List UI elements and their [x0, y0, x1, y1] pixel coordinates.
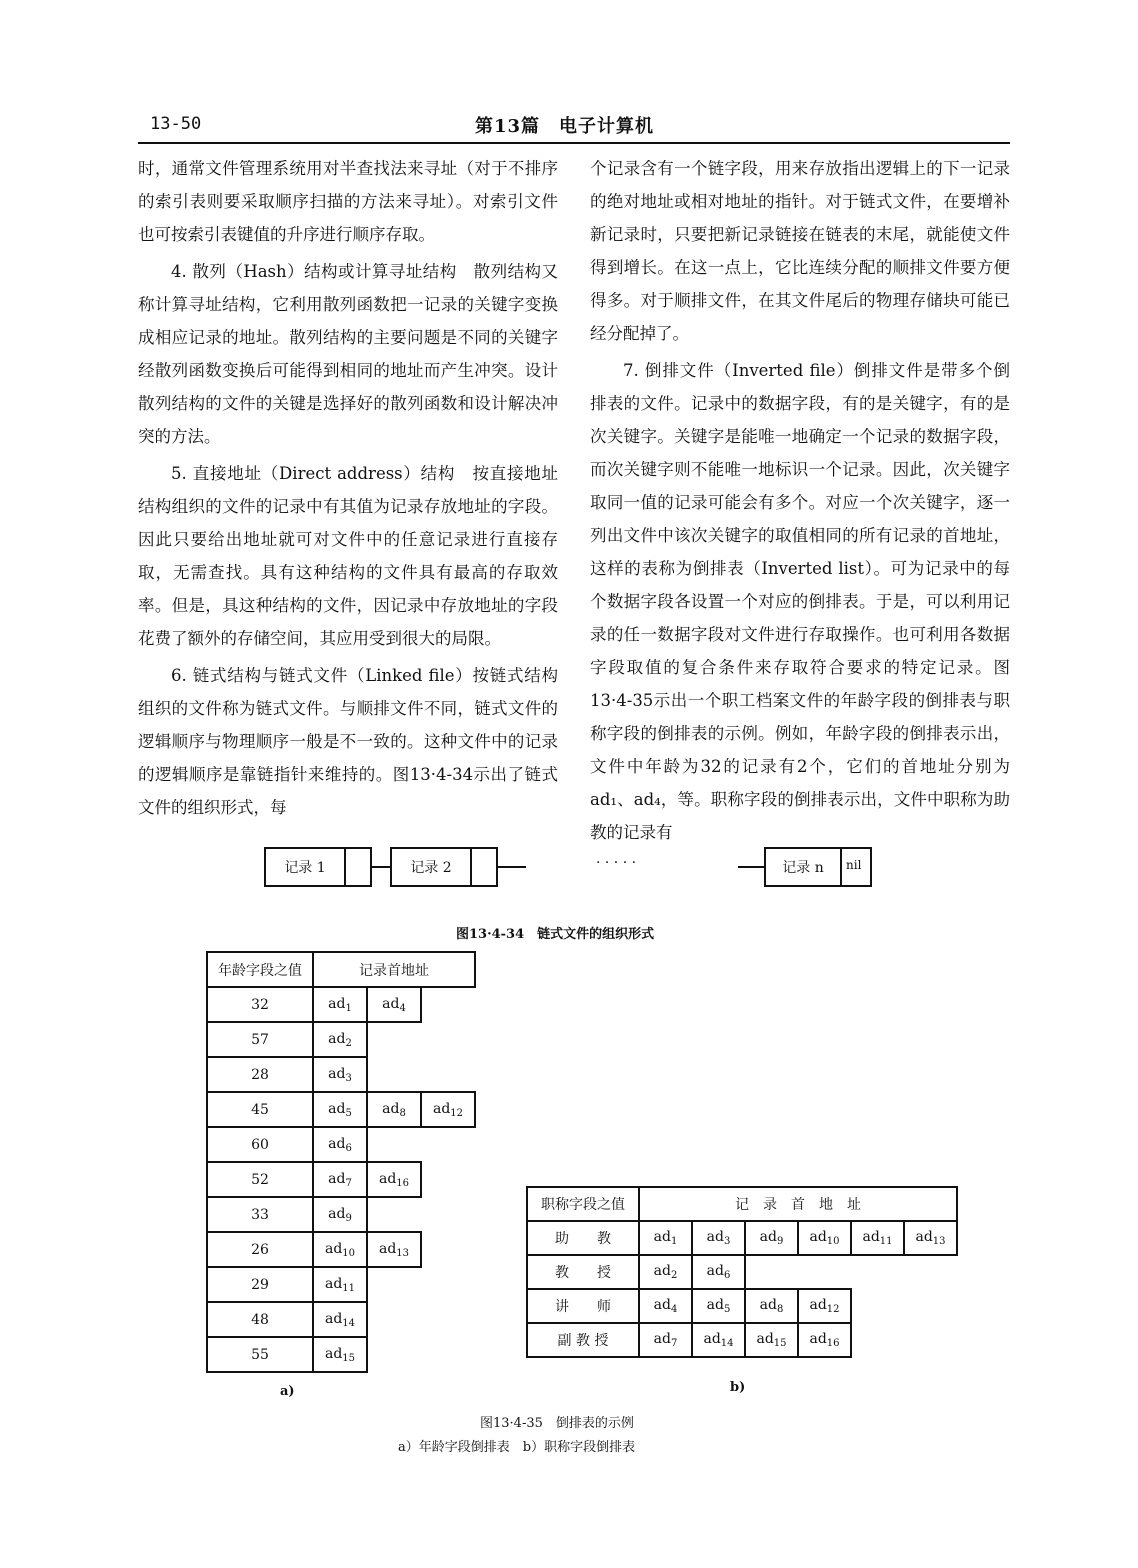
address-subscript: 6 [723, 1270, 731, 1281]
paragraph: 6. 链式结构与链式文件（Linked file）按链式结构组织的文件称为链式文件。与顺排文件不同，链式文件的逻辑顺序与物理顺序一般是不一致的。这种文件中的记录的逻辑顺序是靠链指针来维持的。图13·4-34示出了链式文件的组织形式，每 [138, 666, 558, 817]
key-cell: 52 [207, 1162, 313, 1197]
address-cell: $ad_8$ [745, 1289, 798, 1323]
address-subscript: 11 [879, 1236, 893, 1247]
figure-subcaption: a）年龄字段倒排表 b）职称字段倒排表 [398, 1440, 636, 1455]
address-cell: $ad_7$ [313, 1162, 367, 1197]
table-row [207, 987, 475, 1022]
key-cell: 48 [207, 1302, 313, 1337]
header-rule [138, 142, 1010, 144]
table-row [527, 1255, 957, 1289]
key-cell: 45 [207, 1092, 313, 1127]
empty-cell [367, 1302, 421, 1337]
empty-cell [798, 1255, 851, 1289]
address-subscript: 3 [723, 1236, 731, 1247]
table-row [527, 1221, 957, 1255]
address-subscript: 1 [670, 1236, 678, 1247]
key-cell: 57 [207, 1022, 313, 1057]
table-header-row [527, 1187, 957, 1221]
address-cell: $ad_{12}$ [421, 1092, 475, 1127]
address-subscript: 14 [720, 1338, 734, 1349]
empty-cell [421, 1057, 475, 1092]
address-subscript: 16 [826, 1338, 840, 1349]
address-cell: $ad_9$ [745, 1221, 798, 1255]
chapter-title: 第13篇 电子计算机 [475, 116, 655, 137]
table-row [207, 1302, 475, 1337]
address-subscript: 10 [826, 1236, 840, 1247]
address-subscript: 13 [932, 1236, 946, 1247]
address-cell: $ad_2$ [313, 1022, 367, 1057]
address-cell: $ad_3$ [313, 1057, 367, 1092]
address-subscript: 6 [345, 1142, 352, 1154]
table-row [527, 1289, 957, 1323]
empty-cell [851, 1289, 904, 1323]
empty-cell [421, 1267, 475, 1302]
address-cell: $ad_3$ [692, 1221, 745, 1255]
table-header-row [207, 952, 475, 987]
link-arrow [370, 866, 390, 868]
key-cell: 32 [207, 987, 313, 1022]
table-row [207, 1197, 475, 1232]
empty-cell [421, 1232, 475, 1267]
table-label-a: a) [280, 1384, 295, 1399]
left-column [138, 152, 558, 828]
address-subscript: 5 [723, 1304, 731, 1315]
key-cell: 55 [207, 1337, 313, 1372]
address-cell: $ad_4$ [367, 987, 421, 1022]
address-cell: $ad_{10}$ [313, 1232, 367, 1267]
address-cell: $ad_{14}$ [313, 1302, 367, 1337]
address-cell: $ad_{13}$ [367, 1232, 421, 1267]
empty-cell [367, 1267, 421, 1302]
address-subscript: 2 [345, 1037, 352, 1049]
empty-cell [421, 1197, 475, 1232]
address-subscript: 3 [345, 1072, 352, 1084]
key-cell: 教 授 [527, 1255, 639, 1289]
address-cell: $ad_{10}$ [798, 1221, 851, 1255]
empty-cell [851, 1255, 904, 1289]
address-subscript: 5 [345, 1107, 352, 1119]
empty-cell [421, 1162, 475, 1197]
right-column [590, 152, 1010, 853]
address-subscript: 15 [773, 1338, 787, 1349]
paragraph: 5. 直接地址（Direct address）结构 按直接地址结构组织的文件的记录中有其值为记录存放地址的字段。因此只要给出地址就可对文件中的任意记录进行直接存取，无需查找。具有这种结构的文件具有最高的存取效率。但是，具这种结构的文件，因记录中存放地址的字段花费了额外的存储空间，其应用受到很大的局限。 [138, 464, 558, 648]
address-subscript: 12 [450, 1107, 464, 1119]
record-box [264, 847, 372, 887]
address-subscript: 13 [396, 1247, 410, 1259]
table-label-b: b) [730, 1380, 746, 1395]
table-row [207, 1127, 475, 1162]
address-cell: $ad_1$ [639, 1221, 692, 1255]
address-cell: $ad_5$ [313, 1092, 367, 1127]
header-value-cell: 记录首地址 [313, 952, 475, 987]
paragraph: 4. 散列（Hash）结构或计算寻址结构 散列结构又称计算寻址结构，它利用散列函数把一记录的关键字变换成相应记录的地址。散列结构的主要问题是不同的关键字经散列函数变换后可能得到相同的地址而产生冲突。设计散列结构的文件的关键是选择好的散列函数和设计解决冲突的方法。 [138, 262, 558, 446]
record-label: 记录 2 [410, 860, 452, 876]
figure-caption: 图13·4-34 链式文件的组织形式 [456, 927, 655, 942]
inverted-table-age [206, 951, 476, 1373]
address-subscript: 1 [345, 1002, 352, 1014]
empty-cell [745, 1255, 798, 1289]
table-row [527, 1323, 957, 1357]
address-subscript: 4 [670, 1304, 678, 1315]
inverted-table-title [526, 1186, 958, 1358]
nil-label: nil [846, 858, 862, 872]
key-cell: 29 [207, 1267, 313, 1302]
key-cell: 26 [207, 1232, 313, 1267]
address-subscript: 2 [670, 1270, 678, 1281]
address-cell: $ad_6$ [692, 1255, 745, 1289]
address-cell: $ad_9$ [313, 1197, 367, 1232]
address-subscript: 9 [345, 1212, 352, 1224]
empty-cell [421, 1127, 475, 1162]
address-subscript: 10 [342, 1247, 356, 1259]
address-subscript: 11 [342, 1282, 356, 1294]
pointer-field [470, 849, 472, 885]
record-label: 记录 1 [284, 860, 326, 876]
key-cell: 28 [207, 1057, 313, 1092]
paragraph: 7. 倒排文件（Inverted file）倒排文件是带多个倒排表的文件。记录中的数据字段，有的是关键字，有的是次关键字。关键字是能唯一地确定一个记录的数据字段，而次关键字则不能唯一地标识一个记录。因此，次关键字取同一值的记录可能会有多个。对应一个次关键字，逐一列出文件中该次关键字的取值相同的所有记录的首地址，这样的表称为倒排表（Inverted list）。可为记录中的每个数据字段各设置一个对应的倒排表。于是，可以利用记录的任一数据字段对文件进行存取操作。也可利用各数据字段取值的复合条件来存取符合要求的特定记录。图13·4-35示出一个职工档案文件的年龄字段的倒排表与职称字段的倒排表的示例。例如，年龄字段的倒排表示出，文件中年龄为32的记录有2个，它们的首地址分别为ad₁、ad₄，等。职称字段的倒排表示出，文件中职称为助教的记录有 [590, 361, 1010, 842]
table-row [207, 1162, 475, 1197]
key-cell: 副 教 授 [527, 1323, 639, 1357]
empty-cell [367, 1197, 421, 1232]
empty-cell [904, 1323, 957, 1357]
paragraph: 个记录含有一个链字段，用来存放指出逻辑上的下一记录的绝对地址或相对地址的指针。对于链式文件，在要增补新记录时，只要把新记录链接在链表的末尾，就能使文件得到增长。在这一点上，它比连续分配的顺排文件要方便得多。对于顺排文件，在其文件尾后的物理存储块可能已经分配掉了。 [590, 159, 1010, 343]
address-subscript: 12 [826, 1304, 840, 1315]
key-cell: 助 教 [527, 1221, 639, 1255]
address-cell: $ad_{11}$ [313, 1267, 367, 1302]
address-cell: $ad_2$ [639, 1255, 692, 1289]
empty-cell [904, 1289, 957, 1323]
empty-cell [421, 1022, 475, 1057]
key-cell: 讲 师 [527, 1289, 639, 1323]
address-cell: $ad_{15}$ [745, 1323, 798, 1357]
address-subscript: 15 [342, 1352, 356, 1364]
page-header [150, 112, 1010, 142]
empty-cell [367, 1057, 421, 1092]
header-key-cell: 年龄字段之值 [207, 952, 313, 987]
page-number: 13-50 [150, 114, 202, 134]
header-key-cell: 职称字段之值 [527, 1187, 639, 1221]
address-cell: $ad_{15}$ [313, 1337, 367, 1372]
record-box [764, 847, 872, 887]
address-cell: $ad_6$ [313, 1127, 367, 1162]
address-subscript: 8 [399, 1107, 406, 1119]
table-row [207, 1267, 475, 1302]
address-cell: $ad_4$ [639, 1289, 692, 1323]
empty-cell [367, 1127, 421, 1162]
pointer-field [840, 849, 842, 885]
address-cell: $ad_{13}$ [904, 1221, 957, 1255]
empty-cell [421, 1302, 475, 1337]
empty-cell [367, 1337, 421, 1372]
address-subscript: 4 [399, 1002, 406, 1014]
address-subscript: 14 [342, 1317, 356, 1329]
table-row [207, 1232, 475, 1267]
key-cell: 60 [207, 1127, 313, 1162]
empty-cell [367, 1022, 421, 1057]
table-row [207, 1092, 475, 1127]
paragraph: 时，通常文件管理系统用对半查找法来寻址（对于不排序的索引表则要采取顺序扫描的方法来寻址）。对索引文件也可按索引表键值的升序进行顺序存取。 [138, 159, 558, 244]
table-row [207, 1022, 475, 1057]
address-cell: $ad_{16}$ [367, 1162, 421, 1197]
empty-cell [421, 987, 475, 1022]
address-cell: $ad_8$ [367, 1092, 421, 1127]
ellipsis: · · · · · [596, 855, 637, 871]
address-subscript: 7 [345, 1177, 352, 1189]
empty-cell [851, 1323, 904, 1357]
table-row [207, 1337, 475, 1372]
record-label: 记录 n [782, 860, 824, 876]
address-cell: $ad_{14}$ [692, 1323, 745, 1357]
address-cell: $ad_5$ [692, 1289, 745, 1323]
address-cell: $ad_7$ [639, 1323, 692, 1357]
header-value-cell: 记 录 首 地 址 [639, 1187, 957, 1221]
table-row [207, 1057, 475, 1092]
address-subscript: 8 [776, 1304, 784, 1315]
pointer-field [344, 849, 346, 885]
link-arrow [496, 866, 526, 868]
empty-cell [904, 1255, 957, 1289]
address-subscript: 9 [776, 1236, 784, 1247]
link-arrow [738, 866, 764, 868]
address-cell: $ad_{16}$ [798, 1323, 851, 1357]
address-subscript: 7 [670, 1338, 678, 1349]
record-box [390, 847, 498, 887]
address-cell: $ad_{12}$ [798, 1289, 851, 1323]
address-cell: $ad_1$ [313, 987, 367, 1022]
empty-cell [421, 1337, 475, 1372]
key-cell: 33 [207, 1197, 313, 1232]
address-subscript: 16 [396, 1177, 410, 1189]
figure-caption: 图13·4-35 倒排表的示例 [480, 1416, 634, 1431]
address-cell: $ad_{11}$ [851, 1221, 904, 1255]
